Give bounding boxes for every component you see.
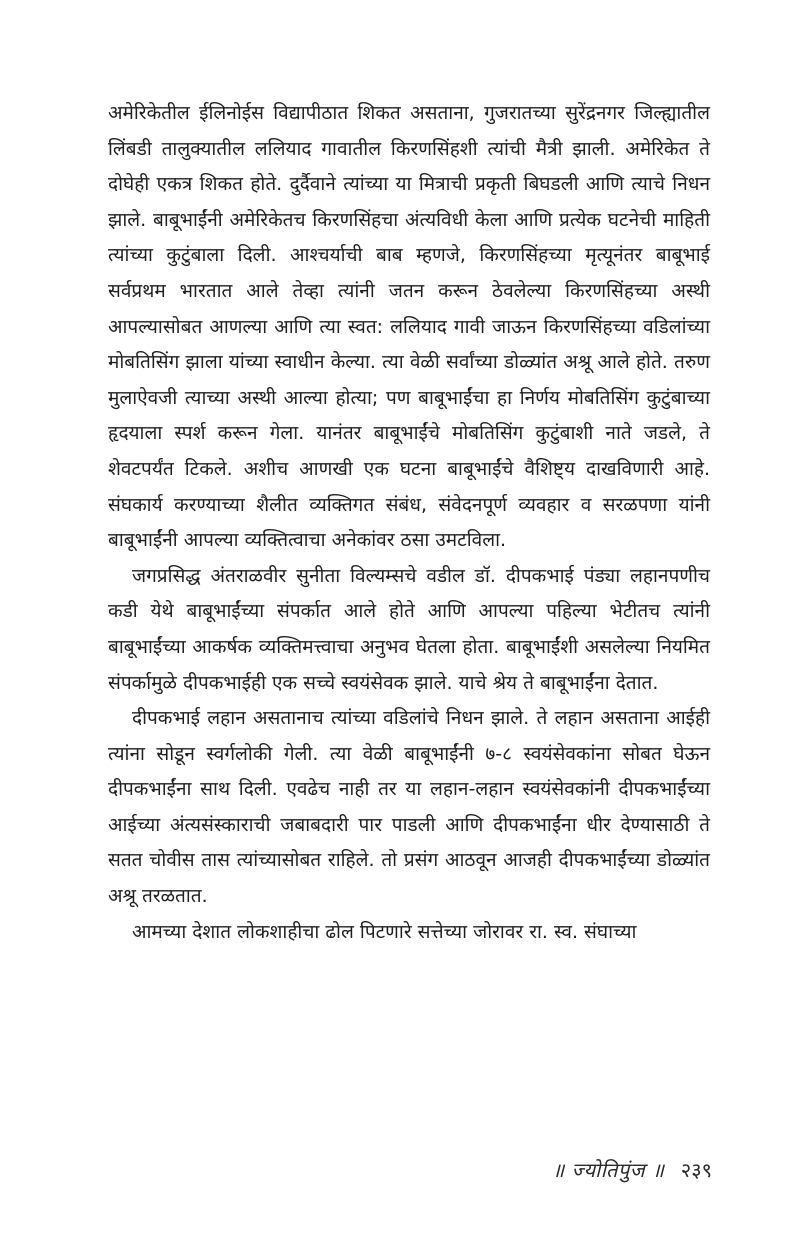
paragraph-babubhai-kiransinh: अमेरिकेतील ईलिनोईस विद्यापीठात शिकत असताना, गुजरातच्या सुरेंद्रनगर जिल्ह्यातील लिंबडी तालुक्यातील ललियाद गावातील किरणसिंहशी त्यांची मैत्री झाली. अमेरिकेत ते दोघेही एकत्र शिकत होते. दुर्दैवाने त्यांच्या या मित्राची प्रकृती बिघडली आणि त्याचे निधन झाले. बाबूभाईंनी अमेरिकेतच किरणसिंहचा अंत्यविधी केला आणि प्रत्येक घटनेची माहिती त्यांच्या कुटुंबाला दिली. आश्चर्याची बाब म्हणजे, किरणसिंहच्या मृत्यूनंतर बाबूभाई सर्वप्रथम भारतात आले तेव्हा त्यांनी जतन करून ठेवलेल्या किरणसिंहच्या अस्थी आपल्यासोबत आणल्या आणि त्या स्वत: ललियाद गावी जाऊन किरणसिंहच्या वडिलांच्या मोबतिसिंग झाला यांच्या स्वाधीन केल्या. त्या वेळी सर्वांच्या डोळ्यांत अश्रू आले होते. तरुण मुलाऐवजी त्याच्या अस्थी आल्या होत्या; पण बाबूभाईंचा हा निर्णय मोबतिसिंग कुटुंबाच्या हृदयाला स्पर्श करून गेला. यानंतर बाबूभाईंचे मोबतिसिंग कुटुंबाशी नाते जडले, ते शेवटपर्यंत टिकले. अशीच आणखी एक घटना बाबूभाईंचे वैशिष्ट्य दाखविणारी आहे. संघकार्य करण्याच्या शैलीत व्यक्तिगत संबंध, संवेदनपूर्ण व्यवहार व सरळपणा यांनी बाबूभाईंनी आपल्या व्यक्तित्वाचा अनेकांवर ठसा उमटविला. xyxy=(108,102,710,552)
book-title: ॥ ज्योतिपुंज ॥ xyxy=(552,1158,665,1182)
paragraph-deepakbhai-childhood: दीपकभाई लहान असतानाच त्यांच्या वडिलांचे निधन झाले. ते लहान असताना आईही त्यांना सोडून स्वर्गलोकी गेली. त्या वेळी बाबूभाईंनी ७-८ स्वयंसेवकांना सोबत घेऊन दीपकभाईंना साथ दिली. एवढेच नाही तर या लहान-लहान स्वयंसेवकांनी दीपकभाईंच्या आईच्या अंत्यसंस्काराची जबाबदारी पार पाडली आणि दीपकभाईंना धीर देण्यासाठी ते सतत चोवीस तास त्यांच्यासोबत राहिले. तो प्रसंग आठवून आजही दीपकभाईंच्या डोळ्यांत अश्रू तरळतात. xyxy=(108,707,710,908)
page-footer xyxy=(552,1156,712,1183)
paragraph-democracy: आमच्या देशात लोकशाहीचा ढोल पिटणारे सत्तेच्या जोरावर रा. स्व. संघाच्या xyxy=(132,920,637,943)
page-number: २३९ xyxy=(680,1158,712,1182)
page-body xyxy=(108,96,710,950)
paragraph-deepakbhai-pandya: जगप्रसिद्ध अंतराळवीर सुनीता विल्यम्सचे वडील डॉ. दीपकभाई पंड्या लहानपणीच कडी येथे बाबूभाईंच्या संपर्कात आले होते आणि आपल्या पहिल्या भेटीतच त्यांनी बाबूभाईंच्या आकर्षक व्यक्तिमत्त्वाचा अनुभव घेतला होता. बाबूभाईंशी असलेल्या नियमित संपर्कामुळे दीपकभाईही एक सच्चे स्वयंसेवक झाले. याचे श्रेय ते बाबूभाईंना देतात. xyxy=(108,564,710,694)
